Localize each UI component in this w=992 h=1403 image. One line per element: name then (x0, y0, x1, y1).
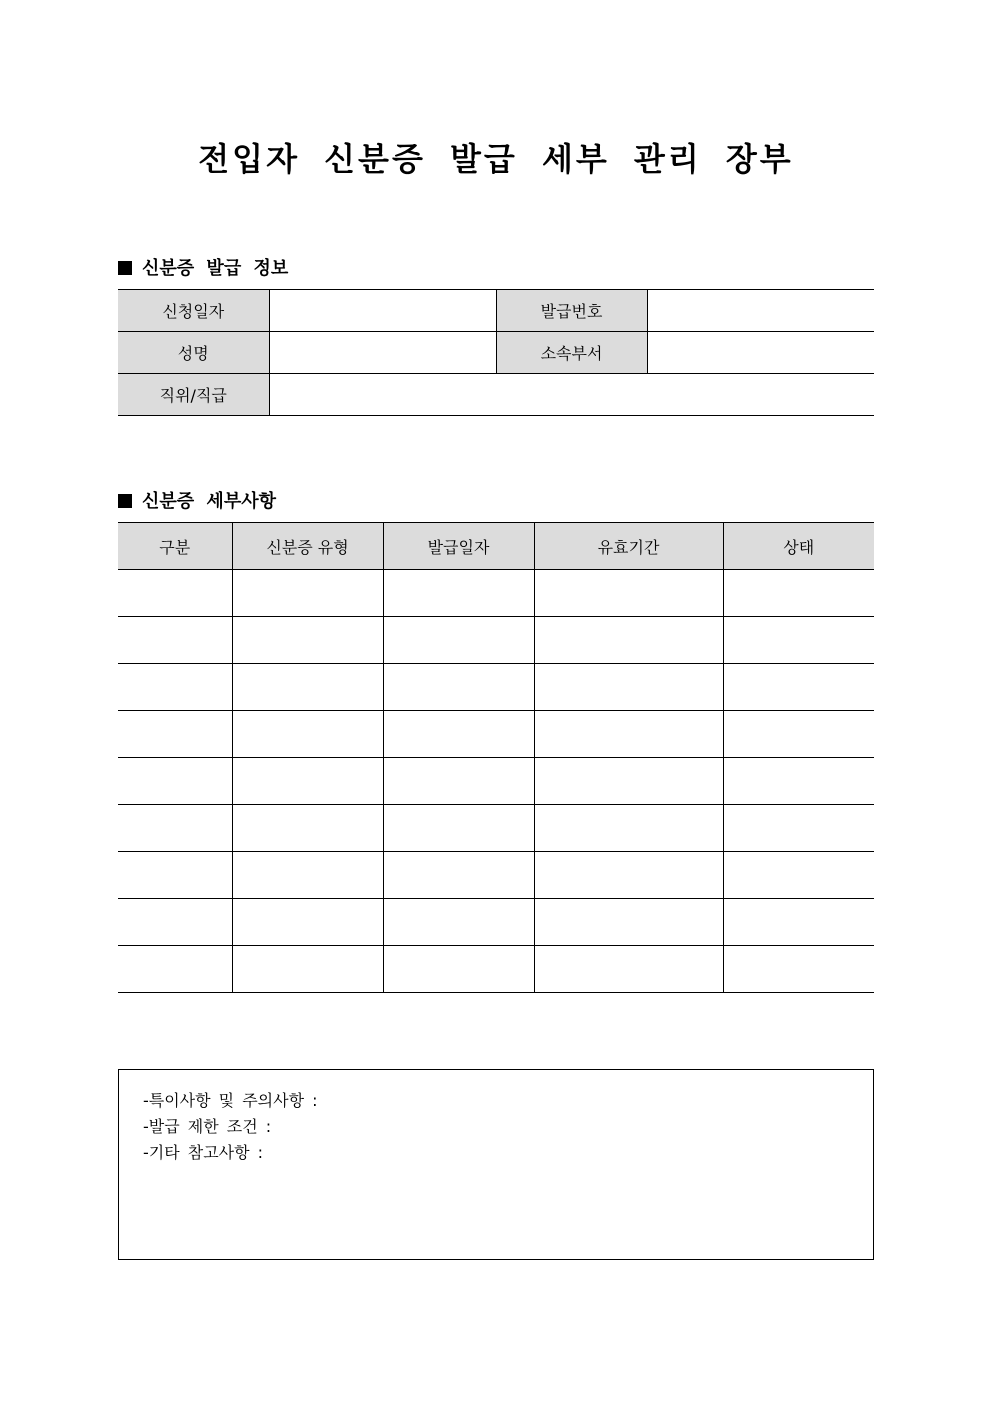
table-cell[interactable] (723, 664, 874, 711)
table-cell[interactable] (383, 758, 534, 805)
table-cell[interactable] (383, 570, 534, 617)
table-cell[interactable] (232, 758, 383, 805)
table-cell[interactable] (534, 570, 723, 617)
table-cell[interactable] (534, 664, 723, 711)
table-row (118, 711, 874, 758)
table-row (118, 899, 874, 946)
table-cell[interactable] (232, 946, 383, 993)
table-header-row (118, 523, 874, 570)
table-cell[interactable] (534, 852, 723, 899)
issue-number-field[interactable] (647, 290, 874, 332)
name-field[interactable] (269, 332, 496, 374)
table-row (118, 570, 874, 617)
position-field[interactable] (269, 374, 874, 416)
column-header: 상태 (723, 523, 874, 570)
square-bullet-icon (118, 494, 132, 508)
note-reference: -기타 참고사항 : (143, 1143, 264, 1162)
table-cell[interactable] (723, 711, 874, 758)
table-cell[interactable] (723, 570, 874, 617)
notes-box[interactable] (118, 1069, 874, 1260)
table-cell[interactable] (723, 852, 874, 899)
table-cell[interactable] (383, 617, 534, 664)
table-cell[interactable] (118, 758, 232, 805)
table-cell[interactable] (723, 805, 874, 852)
table-cell[interactable] (118, 899, 232, 946)
table-cell[interactable] (723, 899, 874, 946)
issue-info-heading-text: 신분증 발급 정보 (142, 258, 289, 279)
table-cell[interactable] (534, 946, 723, 993)
note-special: -특이사항 및 주의사항 : (143, 1091, 318, 1110)
table-cell[interactable] (118, 805, 232, 852)
table-row (118, 664, 874, 711)
table-cell[interactable] (118, 617, 232, 664)
table-cell[interactable] (118, 664, 232, 711)
issue-info-row (118, 332, 874, 374)
table-row (118, 946, 874, 993)
issue-info-row (118, 290, 874, 332)
table-cell[interactable] (534, 617, 723, 664)
table-cell[interactable] (383, 946, 534, 993)
table-cell[interactable] (383, 899, 534, 946)
table-cell[interactable] (232, 899, 383, 946)
table-cell[interactable] (534, 758, 723, 805)
table-cell[interactable] (534, 711, 723, 758)
details-heading (118, 487, 276, 513)
issue-info-row (118, 374, 874, 416)
table-cell[interactable] (534, 899, 723, 946)
table-cell[interactable] (723, 758, 874, 805)
issue-info-table (118, 289, 874, 416)
table-cell[interactable] (232, 617, 383, 664)
details-heading-text: 신분증 세부사항 (142, 491, 276, 512)
column-header: 신분증 유형 (232, 523, 383, 570)
table-cell[interactable] (723, 617, 874, 664)
table-cell[interactable] (118, 570, 232, 617)
note-restriction: -발급 제한 조건 : (143, 1117, 272, 1136)
apply-date-label: 신청일자 (118, 290, 269, 332)
column-header: 발급일자 (383, 523, 534, 570)
table-cell[interactable] (232, 664, 383, 711)
table-cell[interactable] (383, 711, 534, 758)
table-cell[interactable] (232, 711, 383, 758)
issue-number-label: 발급번호 (496, 290, 647, 332)
table-cell[interactable] (118, 711, 232, 758)
department-field[interactable] (647, 332, 874, 374)
details-table (118, 522, 874, 993)
table-cell[interactable] (232, 570, 383, 617)
table-cell[interactable] (383, 664, 534, 711)
page-title: 전입자 신분증 발급 세부 관리 장부 (198, 140, 794, 178)
table-row (118, 852, 874, 899)
column-header: 구분 (118, 523, 232, 570)
name-label: 성명 (118, 332, 269, 374)
table-row (118, 617, 874, 664)
table-cell[interactable] (232, 852, 383, 899)
table-row (118, 805, 874, 852)
table-cell[interactable] (118, 946, 232, 993)
table-cell[interactable] (534, 805, 723, 852)
table-cell[interactable] (383, 805, 534, 852)
table-cell[interactable] (383, 852, 534, 899)
apply-date-field[interactable] (269, 290, 496, 332)
table-row (118, 758, 874, 805)
square-bullet-icon (118, 261, 132, 275)
position-label: 직위/직급 (118, 374, 269, 416)
issue-info-heading (118, 254, 288, 280)
table-cell[interactable] (118, 852, 232, 899)
table-cell[interactable] (723, 946, 874, 993)
table-cell[interactable] (232, 805, 383, 852)
column-header: 유효기간 (534, 523, 723, 570)
department-label: 소속부서 (496, 332, 647, 374)
